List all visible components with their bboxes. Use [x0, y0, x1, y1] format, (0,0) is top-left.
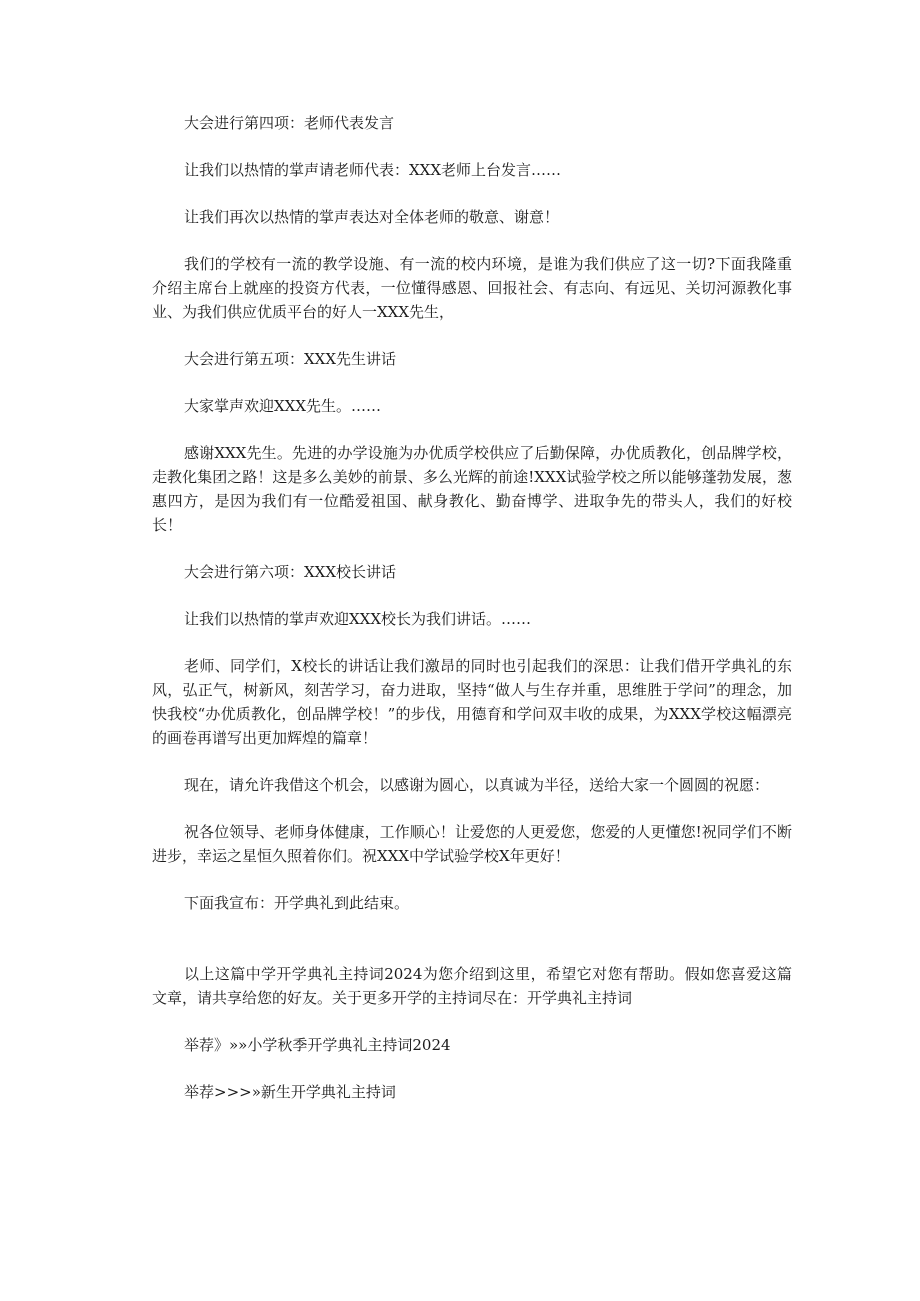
paragraph: 下面我宣布：开学典礼到此结束。 [184, 894, 410, 912]
recommended-link[interactable]: 举荐》»»小学秋季开学典礼主持词2024 [184, 1036, 451, 1054]
paragraph: 老师、同学们，X校长的讲话让我们激昂的同时也引起我们的深思：让我们借开学典礼的东风，弘正气，树新风，刻苦学习，奋力进取，坚持“做人与生存并重，思维胜于学问”的理念，加快我校“办优质教化，创品牌学校！”的步伐，用德育和学问双丰收的成果，为XXX学校这幅漂亮的画卷再谱写出更加辉煌的篇章！ [152, 657, 792, 747]
paragraph: 让我们再次以热情的掌声表达对全体老师的敬意、谢意！ [184, 208, 560, 226]
document-body [152, 111, 792, 1104]
paragraph: 让我们以热情的掌声请老师代表：XXX老师上台发言…… [184, 161, 562, 179]
paragraph: 感谢XXX先生。先进的办学设施为办优质学校供应了后勤保障，办优质教化，创品牌学校，走教化集团之路！这是多么美妙的前景、多么光辉的前途!XXX试验学校之所以能够蓬勃发展，葱惠四方，是因为我们有一位酷爱祖国、献身教化、勤奋博学、进取争先的带头人，我们的好校长！ [152, 444, 792, 534]
paragraph: 我们的学校有一流的教学设施、有一流的校内环境，是谁为我们供应了这一切?下面我隆重介绍主席台上就座的投资方代表，一位懂得感恩、回报社会、有志向、有远见、关切河源教化事业、为我们供应优质平台的好人一XXX先生， [152, 255, 792, 321]
paragraph: 让我们以热情的掌声欢迎XXX校长为我们讲话。…… [184, 610, 532, 628]
recommended-link[interactable]: 举荐>>>»新生开学典礼主持词 [184, 1083, 396, 1101]
paragraph: 大会进行第四项：老师代表发言 [184, 114, 395, 132]
paragraph: 以上这篇中学开学典礼主持词2024为您介绍到这里，希望它对您有帮助。假如您喜爱这篇文章，请共享给您的好友。关于更多开学的主持词尽在：开学典礼主持词 [152, 965, 792, 1007]
paragraph: 现在，请允许我借这个机会，以感谢为圆心，以真诚为半径，送给大家一个圆圆的祝愿： [184, 776, 770, 794]
paragraph: 祝各位领导、老师身体健康，工作顺心！让爱您的人更爱您，您爱的人更懂您!祝同学们不断进步，幸运之星恒久照着你们。祝XXX中学试验学校X年更好！ [152, 823, 792, 865]
paragraph: 大会进行第五项：XXX先生讲话 [184, 350, 397, 368]
paragraph: 大会进行第六项：XXX校长讲话 [184, 563, 397, 581]
paragraph: 大家掌声欢迎XXX先生。…… [184, 397, 382, 415]
